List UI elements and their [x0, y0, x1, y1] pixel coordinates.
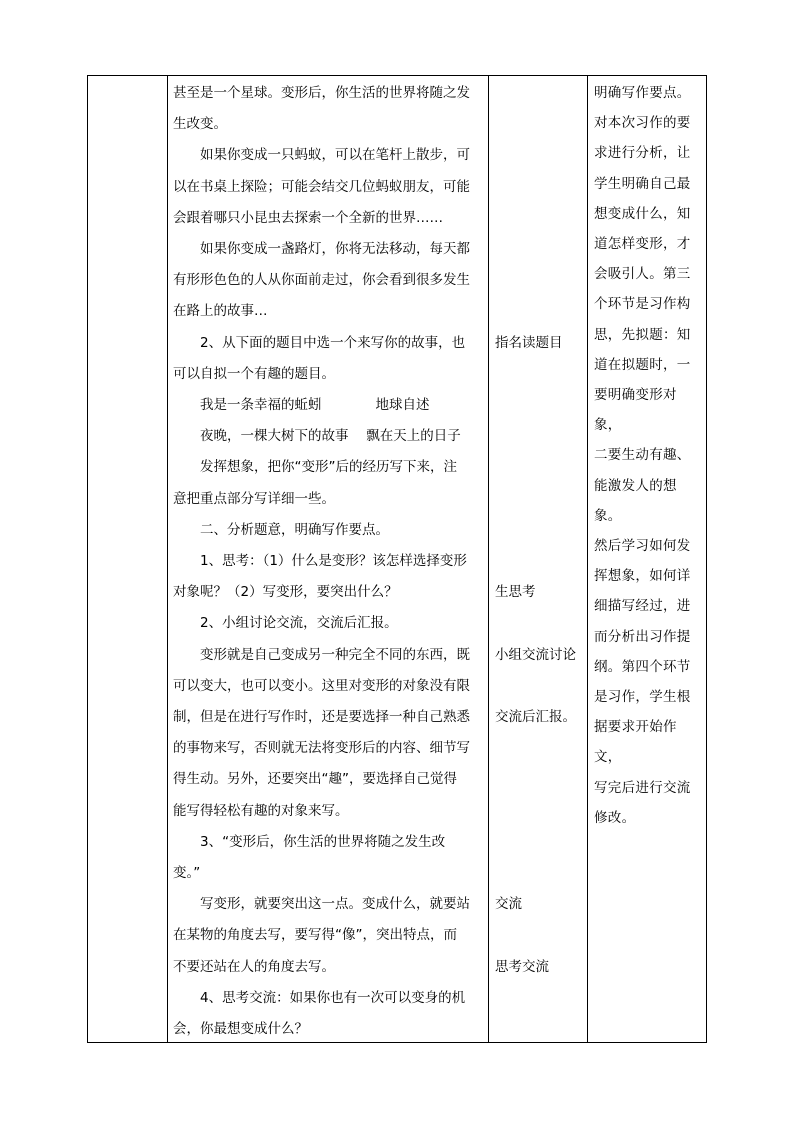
- notes-line: 而分析出习作提: [594, 628, 691, 645]
- content-line: 在路上的故事…: [173, 303, 268, 320]
- notes-line: 明确写作要点。: [594, 85, 691, 101]
- content-line: 变形就是自己变成另一种完全不同的东西，既: [200, 646, 470, 663]
- activity-item: 小组交流讨论: [495, 646, 576, 663]
- content-column: [173, 78, 485, 1045]
- notes-line: 据要求开始作文，: [594, 719, 677, 766]
- notes-line: 然后学习如何发: [594, 538, 691, 555]
- notes-line: 个环节是习作构: [594, 296, 691, 313]
- content-line: 生改变。: [173, 116, 227, 133]
- notes-line: 思，先拟题：知: [594, 326, 691, 343]
- column-divider-2: [488, 75, 489, 1043]
- content-line: 2、小组讨论交流，交流后汇报。: [200, 615, 398, 632]
- content-line: 2、从下面的题目中选一个来写你的故事，也: [200, 334, 466, 351]
- notes-line: 求进行分析，让: [594, 145, 691, 162]
- content-line: 会跟着哪只小昆虫去探索一个全新的世界……: [173, 209, 443, 226]
- notes-line: 是习作，学生根: [594, 689, 691, 706]
- activity-item: 交流: [495, 896, 522, 913]
- notes-line: 细描写经过，进: [594, 598, 691, 615]
- content-line: 以在书桌上探险；可能会结交几位蚂蚁朋友，可能: [173, 178, 470, 195]
- content-line: 对象呢？（2）写变形，要突出什么？: [173, 584, 398, 601]
- content-line: 如果你变成一只蚂蚁，可以在笔杆上散步，可: [200, 147, 470, 164]
- content-line: 不要还站在人的角度去写。: [173, 958, 335, 975]
- content-line: 变。”: [173, 865, 201, 882]
- content-line: 可以变大，也可以变小。这里对变形的对象没有限: [173, 677, 470, 694]
- content-line: 能写得轻松有趣的对象来写。: [173, 802, 349, 819]
- notes-line: 道在拟题时，一: [594, 356, 691, 373]
- content-line: 意把重点部分写详细一些。: [173, 490, 335, 507]
- content-line: 如果你变成一盏路灯，你将无法移动，每天都: [200, 241, 470, 258]
- content-line: 会，你最想变成什么？: [173, 1021, 308, 1038]
- content-line: 可以自拟一个有趣的题目。: [173, 365, 335, 382]
- content-line: 在某物的角度去写，要写得“像”，突出特点，而: [173, 927, 457, 944]
- notes-line: 想变成什么，知: [594, 205, 691, 222]
- content-line: 二、分析题意，明确写作要点。: [200, 521, 389, 538]
- notes-line: 二要生动有趣、: [594, 447, 691, 464]
- content-line: 的事物来写，否则就无法将变形后的内容、细节写: [173, 740, 470, 757]
- content-line: 得生动。另外，还要突出“趣”，要选择自己觉得: [173, 771, 457, 788]
- notes-line: 道怎样变形，才: [594, 236, 691, 253]
- notes-line: 修改。: [594, 809, 636, 826]
- content-line: 有形形色色的人从你面前走过，你会看到很多发生: [173, 272, 470, 289]
- notes-line: 学生明确自己最: [594, 175, 691, 192]
- activity-item: 思考交流: [495, 958, 549, 975]
- activity-item: 生思考: [495, 584, 536, 601]
- activity-item: 指名读题目: [495, 334, 563, 351]
- content-line: 3、“变形后，你生活的世界将随之发生改: [200, 833, 446, 850]
- content-line: 发挥想象，把你“变形”后的经历写下来，注: [200, 459, 457, 476]
- content-line: 制，但是在进行写作时，还是要选择一种自己熟悉: [173, 709, 470, 726]
- content-line: 甚至是一个星球。变形后，你生活的世界将随之发: [173, 85, 470, 101]
- notes-line: 写完后进行交流: [594, 779, 691, 796]
- column-divider-3: [587, 75, 588, 1043]
- content-line: 1、思考：（1）什么是变形？该怎样选择变形: [200, 553, 467, 570]
- column-divider-1: [167, 75, 168, 1043]
- content-line: 我是一条幸福的蚯蚓 地球自述: [200, 397, 430, 414]
- notes-line: 能激发人的想象。: [594, 477, 677, 524]
- content-line: 4、思考交流：如果你也有一次可以变身的机: [200, 989, 466, 1006]
- notes-column: [594, 78, 704, 833]
- notes-line: 要明确变形对象，: [594, 387, 677, 434]
- notes-line: 对本次习作的要: [594, 115, 691, 132]
- content-line: 写变形，就要突出这一点。变成什么，就要站: [200, 896, 470, 913]
- activity-item: 交流后汇报。: [495, 709, 576, 725]
- content-line: 夜晚，一棵大树下的故事 飘在天上的日子: [200, 428, 461, 445]
- notes-line: 纲。第四个环节: [594, 658, 691, 675]
- notes-line: 会吸引人。第三: [594, 266, 691, 283]
- notes-line: 挥想象，如何详: [594, 568, 691, 585]
